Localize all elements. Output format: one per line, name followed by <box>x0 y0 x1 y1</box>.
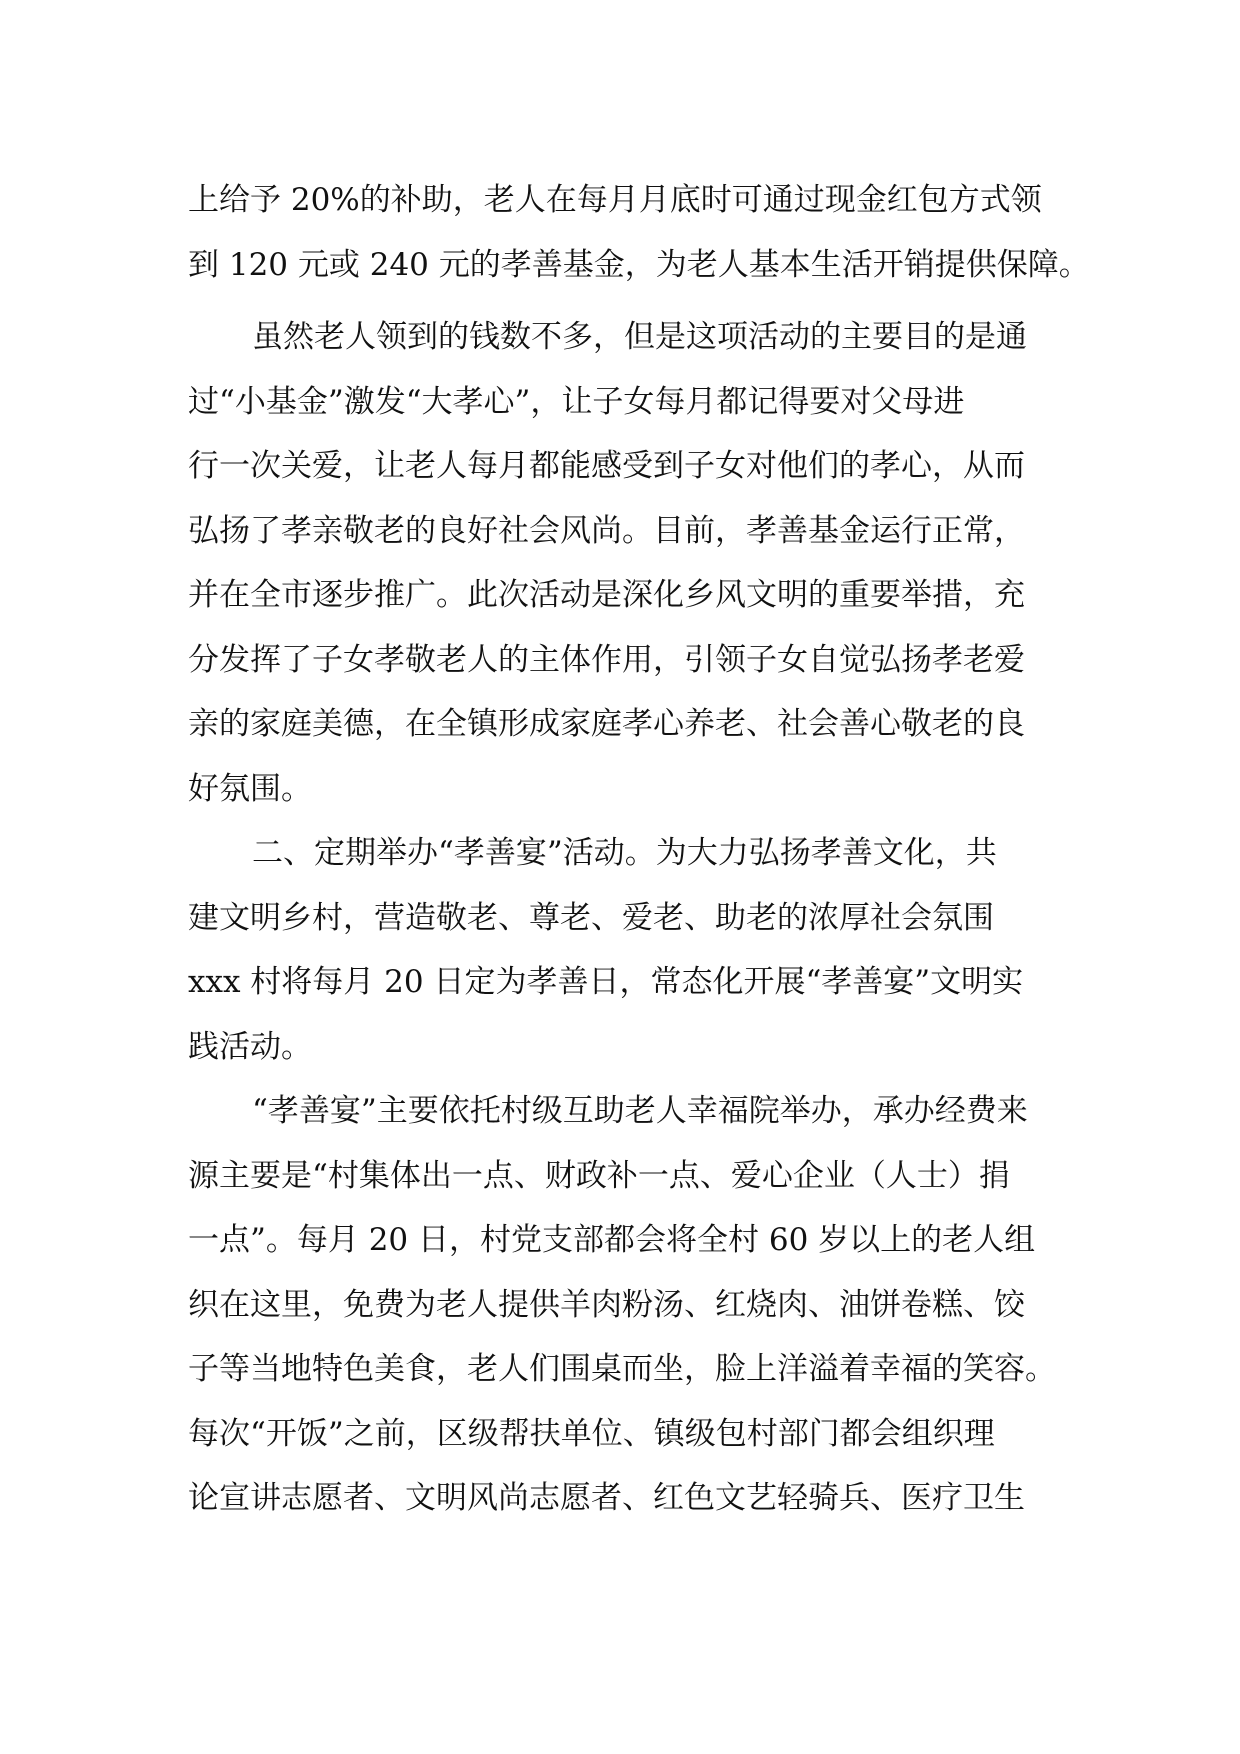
paragraph-line: 子等当地特色美食，老人们围桌而坐，脸上洋溢着幸福的笑容。 <box>188 1351 1056 1387</box>
paragraph-line: “孝善宴”主要依托村级互助老人幸福院举办，承办经费来 <box>252 1093 1028 1129</box>
paragraph-line: 论宣讲志愿者、文明风尚志愿者、红色文艺轻骑兵、医疗卫生 <box>188 1480 1025 1516</box>
paragraph-line: 并在全市逐步推广。此次活动是深化乡风文明的重要举措，充 <box>188 577 1025 613</box>
paragraph-line: 虽然老人领到的钱数不多，但是这项活动的主要目的是通 <box>252 319 1027 355</box>
paragraph-2 <box>188 305 1064 821</box>
paragraph-line: 践活动。 <box>188 1028 312 1065</box>
paragraph-3 <box>188 821 1064 1079</box>
paragraph-4 <box>188 1079 1064 1531</box>
paragraph-1 <box>188 168 1090 297</box>
paragraph-gap <box>188 297 1064 305</box>
paragraph-line: 二、定期举办“孝善宴”活动。为大力弘扬孝善文化，共 <box>252 835 997 871</box>
paragraph-line: 好氛围。 <box>188 770 312 807</box>
paragraph-line: 织在这里，免费为老人提供羊肉粉汤、红烧肉、油饼卷糕、饺 <box>188 1286 1025 1323</box>
document-page <box>188 168 1090 1531</box>
paragraph-line: xxx 村将每月 20 日定为孝善日，常态化开展“孝善宴”文明实 <box>188 964 1024 1000</box>
paragraph-line: 源主要是“村集体出一点、财政补一点、爱心企业（人士）捐 <box>188 1157 1010 1194</box>
paragraph-line: 上给予 20%的补助，老人在每月月底时可通过现金红包方式领 <box>188 182 1042 218</box>
paragraph-line: 一点”。每月 20 日，村党支部都会将全村 60 岁以上的老人组 <box>188 1222 1036 1258</box>
paragraph-line: 每次“开饭”之前，区级帮扶单位、镇级包村部门都会组织理 <box>188 1415 995 1452</box>
paragraph-line: 过“小基金”激发“大孝心”，让子女每月都记得要对父母进 <box>188 383 965 420</box>
paragraph-line: 分发挥了子女孝敬老人的主体作用，引领子女自觉弘扬孝老爱 <box>188 641 1025 678</box>
paragraph-line: 到 120 元或 240 元的孝善基金，为老人基本生活开销提供保障。 <box>188 246 1090 283</box>
paragraph-line: 行一次关爱，让老人每月都能感受到子女对他们的孝心，从而 <box>188 448 1025 484</box>
paragraph-line: 弘扬了孝亲敬老的良好社会风尚。目前，孝善基金运行正常， <box>188 512 1025 549</box>
paragraph-line: 建文明乡村，营造敬老、尊老、爱老、助老的浓厚社会氛围 <box>188 899 994 936</box>
paragraph-line: 亲的家庭美德，在全镇形成家庭孝心养老、社会善心敬老的良 <box>188 706 1025 742</box>
